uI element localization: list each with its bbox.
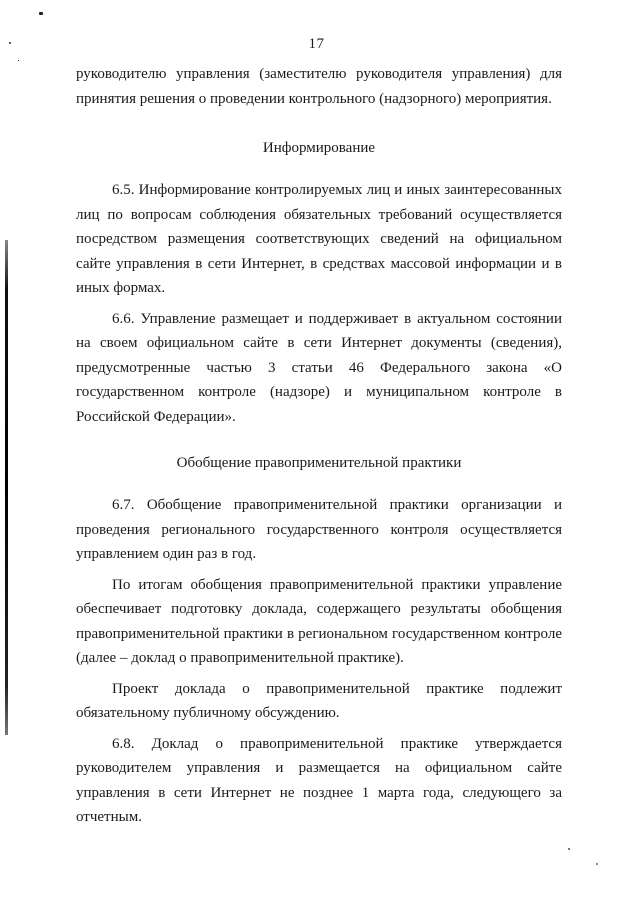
paragraph-report-preparation: По итогам обобщения правоприменительной практики управление обеспечивает подготовку доклада, содержащего результаты обобщения правоприменительной практики в региональном государственном контроле (далее – доклад о правоприменительной практике). — [76, 576, 562, 666]
paragraph-6-7: 6.7. Обобщение правоприменительной практики организации и проведения регионального государственного контроля осуществляется управлением один раз в год. — [76, 497, 562, 562]
paragraph-6-8: 6.8. Доклад о правоприменительной практике утверждается руководителем управления и размещается на официальном сайте управления в сети Интернет не позднее 1 марта года, следующего за отчетным. — [76, 735, 562, 825]
page-number: 17 — [308, 36, 325, 52]
scan-speck — [596, 863, 598, 865]
scan-speck — [39, 12, 43, 15]
intro-paragraph: руководителю управления (заместителю руководителя управления) для принятия решения о проведении контрольного (надзорного) мероприятия. — [76, 66, 562, 107]
paragraph-public-discussion: Проект доклада о правоприменительной практике подлежит обязательному публичному обсуждению. — [76, 680, 562, 721]
paragraph-6-6: 6.6. Управление размещает и поддерживает в актуальном состоянии на своем официальном сайте в сети Интернет документы (сведения), предусмотренные частью 3 статьи 46 Федерального закона «О государственном контроле (надзоре) и муниципальном контроле в Российской Федерации». — [76, 310, 562, 425]
section-heading-informing: Информирование — [262, 140, 376, 156]
document-body — [76, 62, 562, 830]
scan-speck — [18, 60, 19, 61]
scan-speck — [568, 848, 570, 850]
scan-edge-shadow — [5, 240, 8, 735]
paragraph-6-5: 6.5. Информирование контролируемых лиц и иных заинтересованных лиц по вопросам соблюдения обязательных требований осуществляется посредством размещения соответствующих сведений на официальном сайте управления в сети Интернет, в средствах массовой информации и в иных формах. — [76, 182, 562, 296]
section-heading-practice-summary: Обобщение правоприменительной практики — [176, 455, 462, 471]
